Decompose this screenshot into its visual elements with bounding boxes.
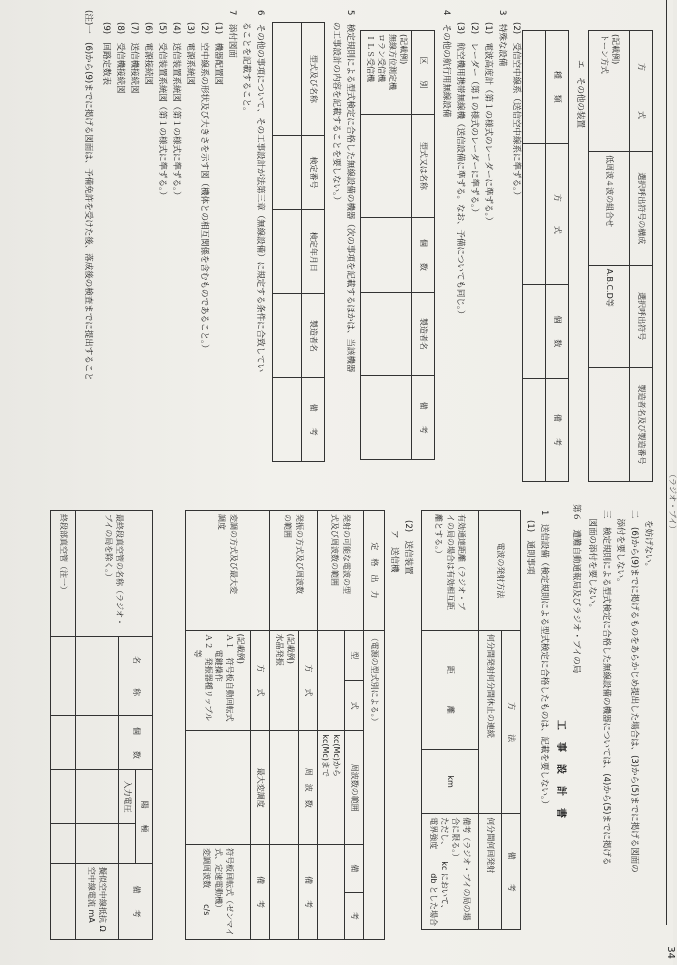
th-osc-method: 方 式	[299, 630, 318, 731]
sub-2a: ア 送信機	[389, 530, 399, 573]
fig-5: (5) 受信装置系統図（第１の様式に準ずる。）	[157, 22, 167, 200]
th-mod-note: 備 考	[251, 845, 270, 940]
td-method-example: (記載例) トーン方式	[589, 31, 630, 152]
th-note: 備 考	[412, 376, 435, 460]
header-reference: （ラジオ・ブイ）	[668, 470, 677, 534]
oscillation-1: 発振の方式及び周波数	[294, 514, 304, 594]
fig-6: (6) 電源接続図	[143, 22, 153, 86]
tube-note-2: Ω	[98, 925, 108, 932]
item-3-1: (1) 電波高度計（第１の様式のレーダーに準ずる。）	[483, 22, 493, 226]
td-tube-remarks	[76, 863, 119, 939]
td-maker-example	[589, 367, 630, 481]
td-range-distance: 距 離	[422, 630, 479, 749]
td-range-label	[422, 511, 479, 631]
th-count: 個 数	[546, 285, 569, 379]
transmitter-table	[185, 510, 385, 940]
freq-from: kc(Mc)から	[332, 734, 342, 777]
sec-other-equipment: エ その他の装置	[575, 60, 585, 129]
item-4: 4 その他の航行用無線設備	[441, 10, 451, 118]
sub-2: (2) 送信装置	[403, 520, 413, 575]
th-tube-note: 備 考	[119, 863, 153, 939]
td-modulation	[186, 511, 270, 631]
range-label-3: 離とする。）	[434, 514, 444, 558]
td-nav-example: (記載例) 無線方位測定機 ロラン受信機 ＩＬＳ受信機	[361, 31, 412, 115]
range-label-1: 有効通達距離（ラジオ・ブ	[456, 514, 466, 610]
nav-equipment-table	[360, 30, 435, 460]
th-mod-depth: 最大変調度	[251, 731, 270, 845]
mod-ex-1: (記載例)	[236, 633, 245, 664]
th-category: 区 別	[412, 31, 435, 115]
mod-ex-3: 電鍵操作	[214, 633, 224, 682]
fig-3: (3) 電源系統図	[185, 22, 195, 86]
header-rule	[666, 0, 667, 925]
td-range-unit: km	[422, 749, 479, 813]
mod-ex-2: Ａ１ 符号板自動回転式	[225, 633, 235, 722]
th-type: 方 式	[546, 143, 569, 284]
item-5-cont: の工事設計の内容を記載することを要しない。）	[331, 22, 341, 205]
page-number: 34	[665, 946, 676, 959]
fig-9: (9) 回路定数表	[101, 22, 111, 86]
th-emission-method: 方 法	[502, 630, 521, 813]
selective-call-table	[588, 30, 653, 482]
item-6: 6 その他の事項について、その工事設計が法第三章（無線設備）に規定する条件に合致してい	[255, 10, 265, 373]
th-tube-name: 名 称	[119, 636, 153, 716]
tube-label-2: ブイの局を除く。）	[104, 514, 113, 582]
th-rated-output-note: （電源の型式別による。）	[364, 630, 385, 939]
cont-5: 図面の添付を要しない。	[587, 510, 597, 613]
mod-note-3: 変調周波数 c/s	[202, 848, 212, 916]
cont-4: 三 検定規則による型式検定に合格した無線設備の機器については、(4)から(5)までに掲げる	[601, 510, 611, 866]
mod-ex-4: Ａ２ 発振器種リップル	[203, 633, 213, 722]
th-qty: 個 数	[412, 218, 435, 292]
th-manufacturer: 製造者名	[412, 292, 435, 376]
item-3-2: (2) レーダー（第１の様式のレーダーに準ずる。）	[469, 22, 479, 217]
freq-to: kc(Mc)まで	[321, 734, 330, 777]
th-type-2: 式	[345, 681, 364, 731]
fig-4: (4) 送信装置系統図（第１の様式に準ずる。）	[171, 22, 181, 200]
th-note-2: 考	[345, 892, 364, 939]
tube-label-1: 最終段真空管の名称（ラジオ・	[115, 514, 125, 626]
mod-ex-5: 等	[192, 633, 202, 658]
range-label-2: イの局の場合は有効相互距	[445, 514, 455, 610]
td-tube-label	[76, 511, 153, 637]
certified-equipment-table	[272, 22, 325, 462]
fig-7: (7) 送信機接続図	[129, 22, 139, 94]
item-3-3: (3) 航空機用携帯無線機（送信設備に準ずる。なお、予備についても同じ。）	[455, 22, 465, 319]
th-note-1: 備	[345, 845, 364, 892]
th-call-sign: 選択呼出符号	[630, 265, 653, 367]
th-emission: 電波の発射方法	[479, 511, 521, 631]
th-maker: 製造者名及び製造番号	[630, 367, 653, 481]
fig-8: (8) 受信機接続図	[115, 22, 125, 94]
tube-note-4: mA	[87, 909, 96, 923]
section-6: 第６ 遭難自動通報局及びラジオ・ブイの局	[571, 504, 581, 674]
doc-title: 工 事 設 計 書	[555, 720, 566, 819]
mod-note-1: 符号板回転式（ゼンマイ	[224, 848, 234, 936]
sub-1: 1 送信設備（検定規則による型式検定に合格したものは、記載を要しない。）	[539, 510, 549, 809]
th-voltage	[119, 824, 136, 864]
th-emission-remarks: 備 考	[502, 814, 521, 930]
item-2: (2) 受信空中線系（送信空中線系に準ずる。）	[511, 22, 521, 200]
th-osc-note: 備 考	[299, 845, 318, 940]
th-freq-range: 周波数の範囲	[345, 731, 364, 845]
cont-1: を妨げない。	[643, 520, 653, 572]
td-emission-types	[318, 511, 364, 631]
oscillation-2: の範囲	[283, 514, 293, 538]
emission-table	[421, 510, 521, 930]
th-cert-no: 検定番号	[302, 135, 325, 209]
th-model: 型式又は名称	[412, 114, 435, 217]
th-tube-count: 個 数	[119, 716, 153, 770]
td-final-tube: 終段部真空管（注一）	[51, 511, 76, 637]
td-mod-example	[186, 630, 251, 731]
td-emission-count: 何分間何回発射	[479, 814, 502, 930]
th-producer: 製造者名	[302, 294, 325, 378]
sub-1-1: (1) 通則事項	[525, 520, 535, 575]
th-method: 方 式	[630, 31, 653, 152]
cont-2: 二 (6)から(9)までに掲げるものをあらかじめ提出した場合は、(3)から(5)までに掲げる図面の	[629, 510, 639, 873]
range-note-3: ただし、 kc において、	[440, 817, 449, 913]
modulation-2: 調度	[217, 514, 227, 530]
th-kind: 種 類	[546, 31, 569, 144]
th-anode: 陽 極	[136, 770, 153, 864]
emission-types-1: 発射の可能な電波の型	[341, 514, 351, 594]
item-7: 7 添付図面	[227, 10, 237, 58]
th-rated-output: 定 格 出 力	[364, 511, 385, 631]
emission-types-2: 式及び周波数の範囲	[330, 514, 340, 586]
range-note-4: 電界強度 db とした場合	[428, 817, 438, 926]
th-mod-method: 方 式	[251, 630, 270, 731]
other-equipment-table	[522, 30, 569, 482]
th-cert-date: 検定年月日	[302, 210, 325, 294]
tube-note-1: 擬似空中線抵抗	[98, 866, 108, 923]
cont-3: 添付を要しない。	[615, 510, 625, 587]
tube-note-3: 空中線電流	[87, 866, 96, 907]
td-composition-example: 低周波４波の組合せ	[589, 152, 630, 265]
th-remarks: 備 考	[546, 378, 569, 481]
td-range-note	[422, 814, 479, 930]
th-type-1: 型	[345, 630, 364, 680]
td-oscillation	[270, 511, 318, 631]
fig-2: (2) 空中線系の形状及び大きさを示す図（機体との相互関係を含むものであること。）	[199, 22, 209, 353]
fig-1: (1) 機器配置図	[213, 22, 223, 86]
note-1: (注)一 (6)から(9)までに掲げる図面は、予備免許を受けた後、落成後の検査までに提出すること	[83, 10, 93, 381]
td-call-example: A.B.C.D等	[589, 265, 630, 367]
th-input: 入力電圧	[119, 770, 136, 824]
th-remark: 備 考	[302, 378, 325, 462]
th-osc-freq: 周 波 数	[299, 731, 318, 845]
td-mod-note	[186, 845, 251, 940]
td-freq-span	[318, 731, 345, 845]
modulation-1: 変調の方式及び最大変	[228, 514, 238, 594]
td-emission-cycle: 何分間発射何分間休止の連続	[479, 630, 502, 813]
item-5: 5 検定規則による型式検定に合格した無線設備の機器（次の事項を記載するほかは、当該機器	[345, 10, 355, 373]
range-note-2: 合に限る。）	[451, 817, 461, 862]
item-3: 3 特殊な設備	[497, 10, 507, 67]
th-call-composition: 選択呼出符号の構成	[630, 152, 653, 265]
range-note-1: 備考（ラジオ・ブイの局の場	[462, 817, 472, 921]
tube-table	[50, 510, 153, 940]
td-osc-example: (記載例) 水晶発振	[270, 630, 299, 731]
item-6-cont: ることを記載すること。	[241, 22, 251, 116]
mod-note-2: 式、定速電動機）	[213, 848, 223, 913]
th-model-name: 型式及び名称	[302, 23, 325, 136]
